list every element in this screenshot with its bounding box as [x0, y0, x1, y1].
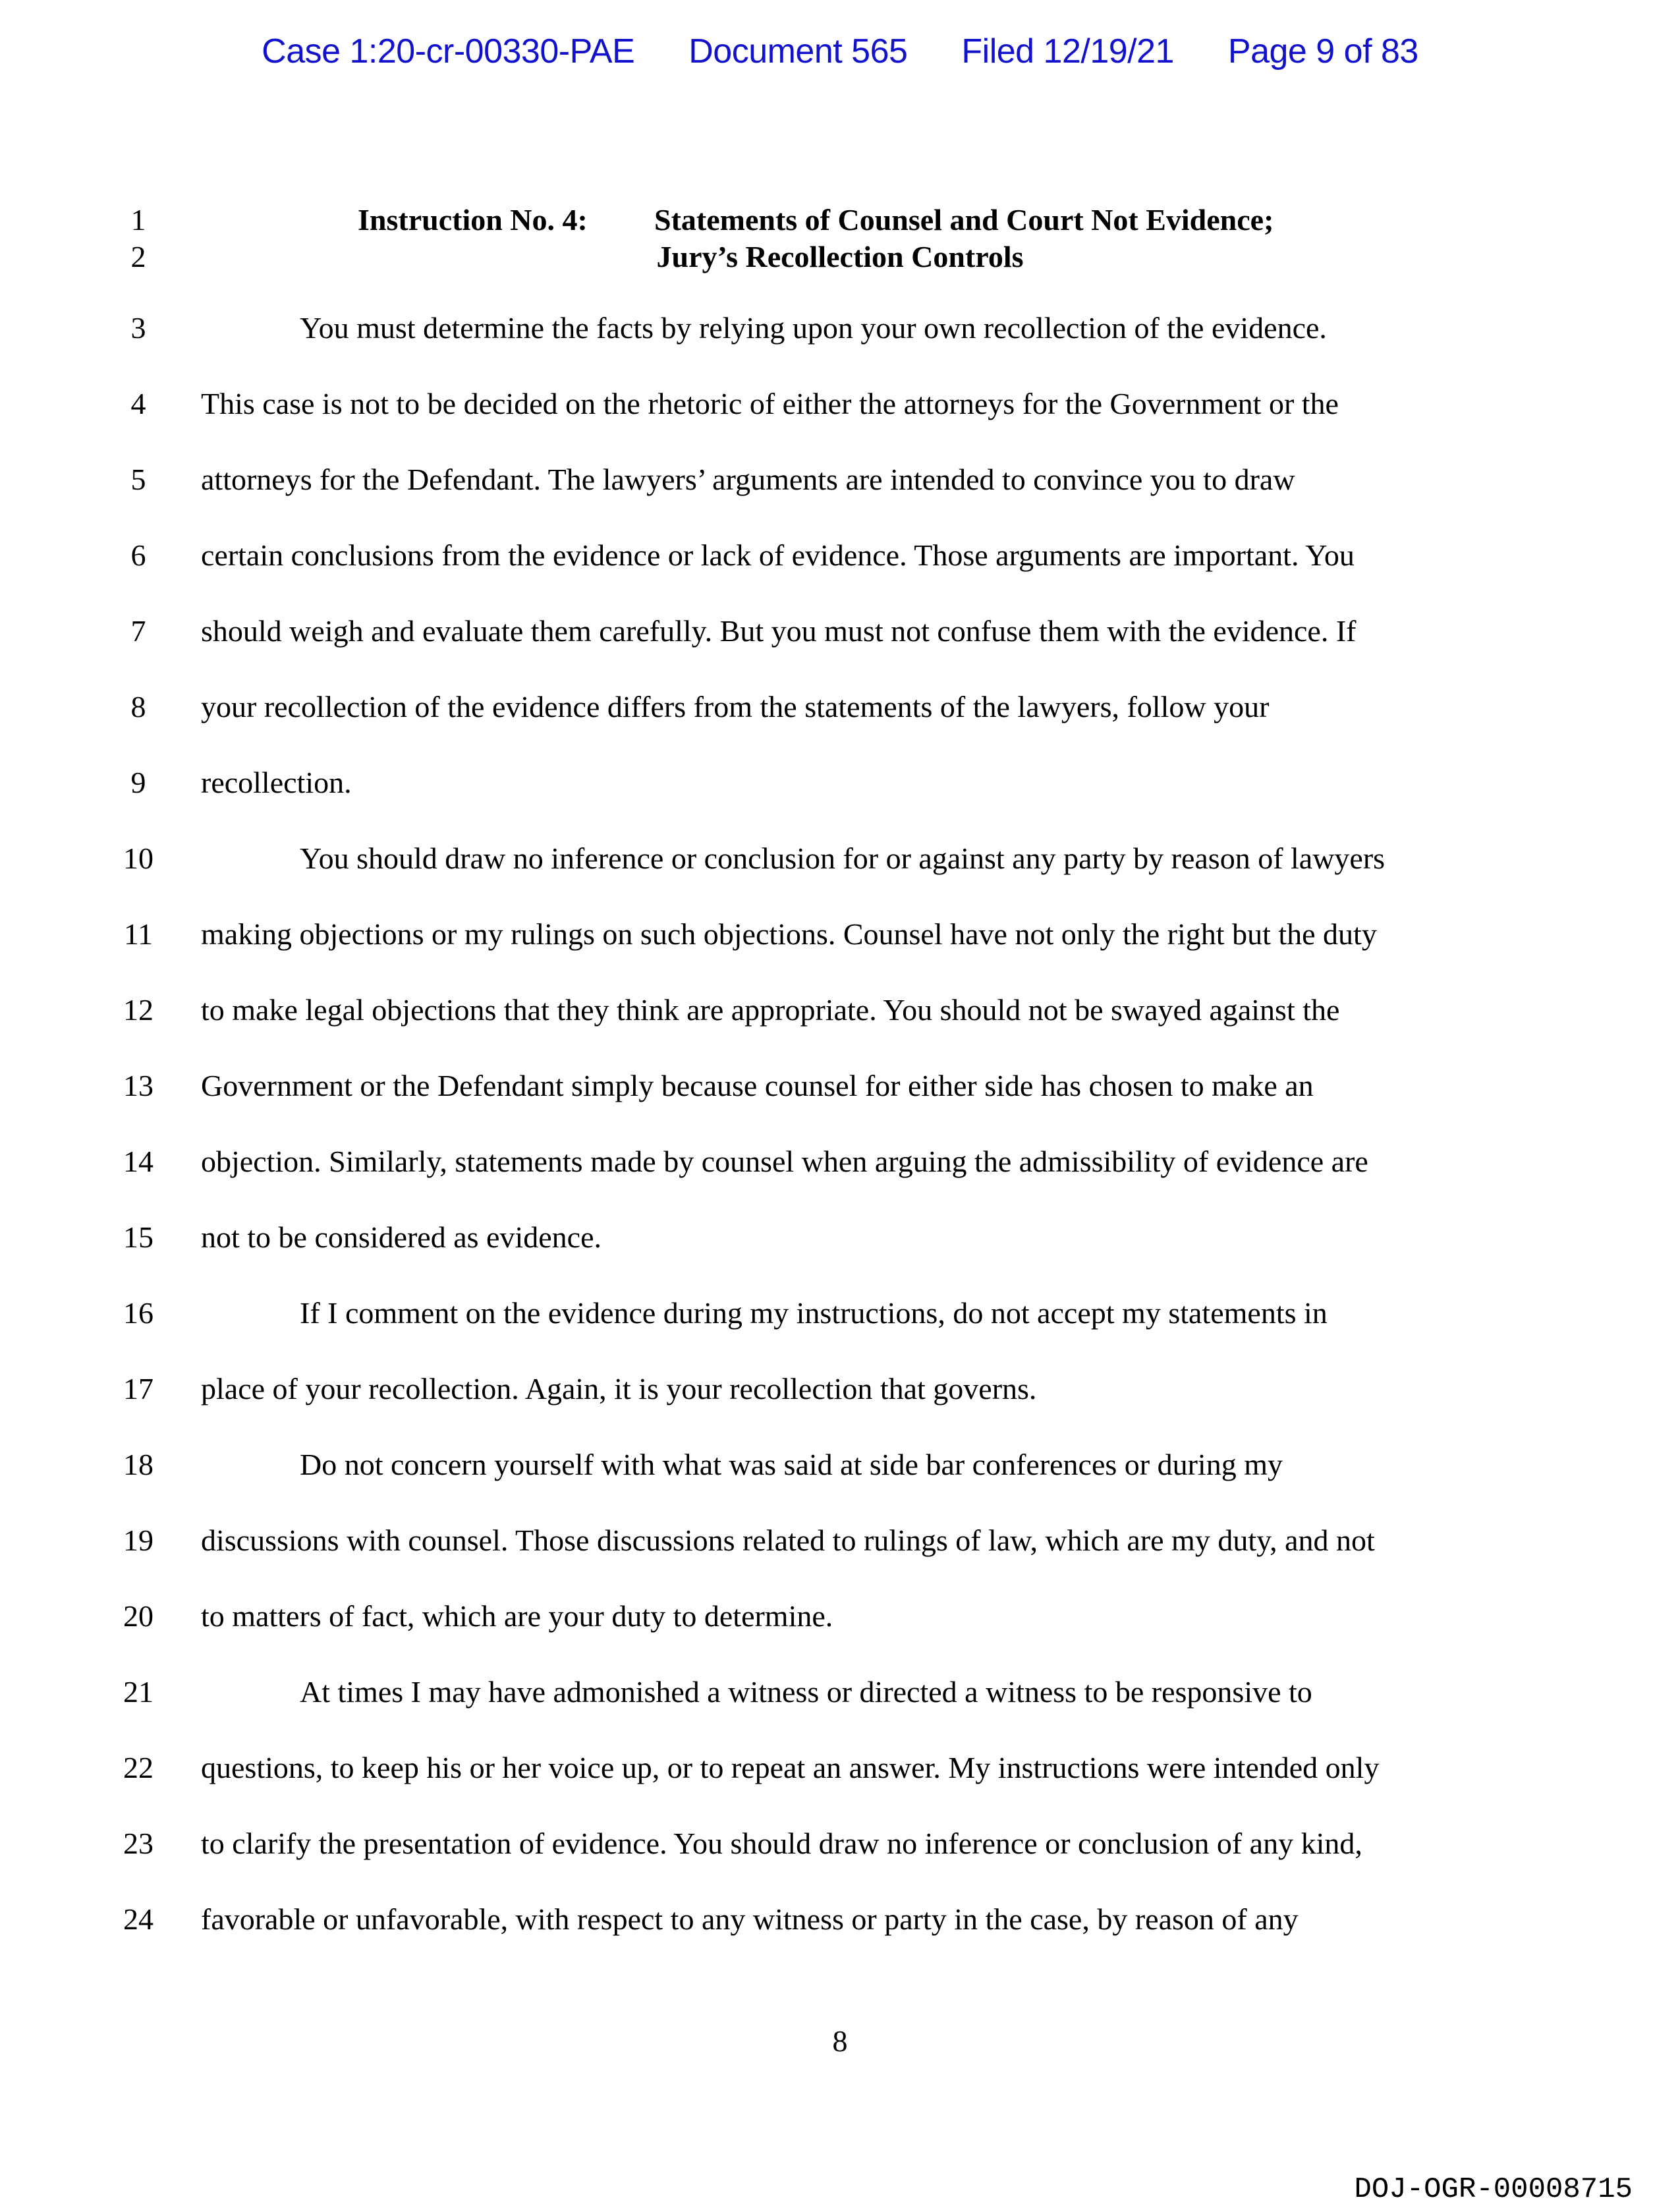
- document-number: Document 565: [688, 32, 908, 71]
- line-number: 9: [130, 766, 146, 799]
- text-line: discussions with counsel. Those discussions related to rulings of law, which are my duty, and not: [201, 1523, 1375, 1557]
- text-line: recollection.: [201, 766, 352, 799]
- line-number: 7: [130, 614, 146, 648]
- text-line: You should draw no inference or conclusion for or against any party by reason of lawyers: [300, 841, 1386, 875]
- text-line: questions, to keep his or her voice up, or to repeat an answer. My instructions were intended only: [201, 1751, 1380, 1784]
- text-line: should weigh and evaluate them carefully. But you must not confuse them with the evidence. If: [201, 614, 1357, 648]
- instruction-heading: [358, 202, 1274, 239]
- line-number: 14: [123, 1145, 154, 1178]
- line-number: 23: [123, 1827, 154, 1860]
- line-number: 18: [123, 1448, 154, 1481]
- text-line: making objections or my rulings on such objections. Counsel have not only the right but the duty: [201, 917, 1377, 951]
- line-number: 13: [123, 1069, 154, 1102]
- text-line: At times I may have admonished a witness or directed a witness to be responsive to: [300, 1675, 1312, 1709]
- instruction-title-line-1: Statements of Counsel and Court Not Evidence;: [654, 203, 1274, 237]
- line-number: 8: [130, 690, 146, 723]
- line-number: 15: [123, 1220, 154, 1254]
- page-of-total: Page 9 of 83: [1227, 32, 1418, 71]
- text-line: You must determine the facts by relying upon your own recollection of the evidence.: [300, 311, 1327, 345]
- text-line: objection. Similarly, statements made by counsel when arguing the admissibility of evidence are: [201, 1145, 1368, 1178]
- filed-date: Filed 12/19/21: [961, 32, 1174, 71]
- text-line: Government or the Defendant simply because counsel for either side has chosen to make an: [201, 1069, 1314, 1102]
- line-number: 1: [130, 203, 146, 237]
- bates-stamp: DOJ-OGR-00008715: [1354, 2173, 1633, 2206]
- line-number: 2: [130, 240, 146, 273]
- line-number: 5: [130, 463, 146, 496]
- line-number: 21: [123, 1675, 154, 1709]
- line-number: 24: [123, 1902, 154, 1936]
- text-line: This case is not to be decided on the rhetoric of either the attorneys for the Government or the: [201, 387, 1339, 420]
- text-line: Do not concern yourself with what was said at side bar conferences or during my: [300, 1448, 1283, 1481]
- line-number: 10: [123, 841, 154, 875]
- text-line: If I comment on the evidence during my instructions, do not accept my statements in: [300, 1296, 1328, 1330]
- text-line: place of your recollection. Again, it is your recollection that governs.: [201, 1372, 1037, 1405]
- line-number: 12: [123, 993, 154, 1027]
- text-line: attorneys for the Defendant. The lawyers’ arguments are intended to convince you to draw: [201, 463, 1295, 496]
- text-line: to matters of fact, which are your duty to determine.: [201, 1599, 833, 1633]
- page-number: 8: [832, 2024, 848, 2058]
- instruction-subheading: [0, 239, 1680, 275]
- text-line: not to be considered as evidence.: [201, 1220, 602, 1254]
- text-line: favorable or unfavorable, with respect to any witness or party in the case, by reason of any: [201, 1902, 1299, 1936]
- line-number: 3: [130, 311, 146, 345]
- instruction-title-line-2: Jury’s Recollection Controls: [656, 240, 1024, 273]
- line-number: 11: [123, 917, 154, 951]
- instruction-label: Instruction No. 4:: [358, 203, 588, 237]
- text-line: your recollection of the evidence differs from the statements of the lawyers, follow your: [201, 690, 1270, 723]
- text-line: to clarify the presentation of evidence. You should draw no inference or conclusion of any kind,: [201, 1827, 1362, 1860]
- line-number: 19: [123, 1523, 154, 1557]
- text-line: to make legal objections that they think are appropriate. You should not be swayed against the: [201, 993, 1340, 1027]
- line-number: 20: [123, 1599, 154, 1633]
- line-number: 4: [130, 387, 146, 420]
- line-number: 6: [130, 538, 146, 572]
- line-number: 17: [123, 1372, 154, 1405]
- line-number: 22: [123, 1751, 154, 1784]
- text-line: certain conclusions from the evidence or lack of evidence. Those arguments are important. You: [201, 538, 1355, 572]
- line-number: 16: [123, 1296, 154, 1330]
- ecf-filing-header: [0, 32, 1680, 71]
- case-number: Case 1:20-cr-00330-PAE: [262, 32, 635, 71]
